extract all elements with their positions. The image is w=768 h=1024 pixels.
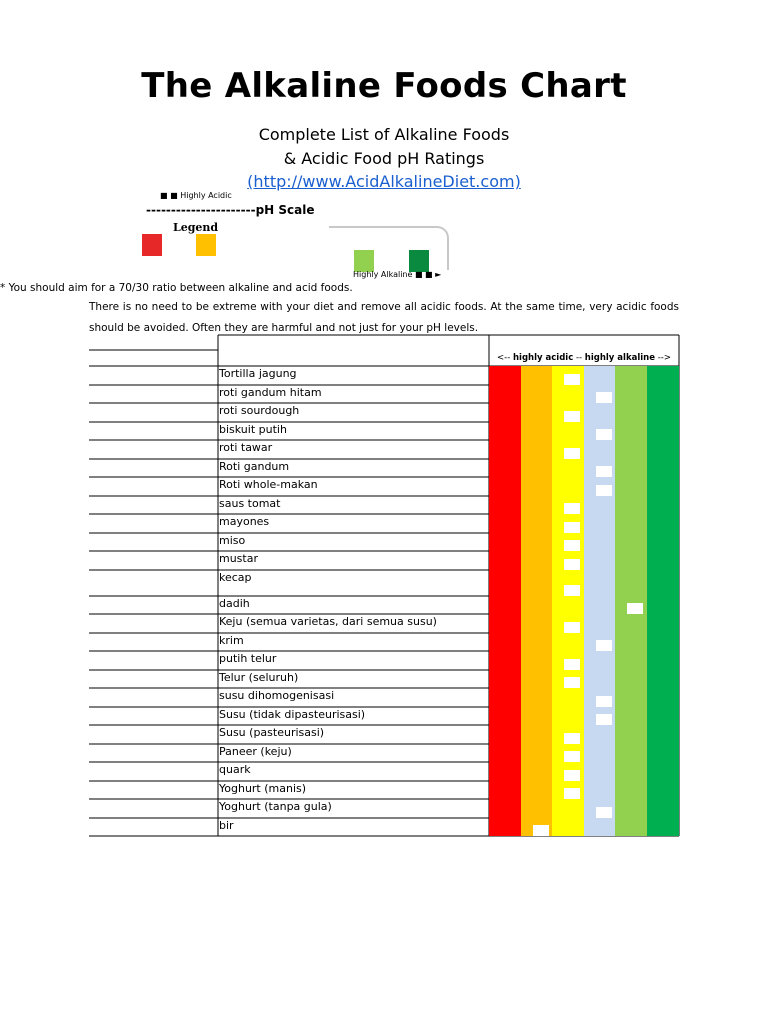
scale-cell bbox=[552, 459, 584, 477]
scale-cell bbox=[615, 477, 647, 496]
scale-cell bbox=[584, 818, 616, 836]
rating-marker bbox=[564, 585, 580, 596]
ph-scale-arc bbox=[329, 226, 449, 270]
scale-header-alkaline: highly alkaline bbox=[584, 353, 655, 363]
scale-cell bbox=[584, 596, 616, 614]
rating-marker bbox=[596, 485, 612, 496]
rating-marker bbox=[564, 659, 580, 670]
scale-cell bbox=[552, 477, 584, 496]
scale-cell bbox=[647, 385, 679, 403]
food-name: Tortilla jagung bbox=[219, 367, 297, 380]
scale-cell bbox=[489, 614, 521, 633]
scale-cell bbox=[521, 614, 553, 633]
scale-cell bbox=[615, 670, 647, 688]
scale-cell bbox=[615, 762, 647, 781]
scale-cell bbox=[647, 670, 679, 688]
scale-cell bbox=[489, 570, 521, 596]
page-title: The Alkaline Foods Chart bbox=[141, 66, 627, 106]
scale-cell bbox=[615, 496, 647, 514]
food-name: roti gandum hitam bbox=[219, 386, 322, 399]
scale-cell bbox=[552, 633, 584, 651]
scale-cell bbox=[647, 651, 679, 670]
rating-marker bbox=[564, 677, 580, 688]
scale-cell bbox=[615, 366, 647, 385]
scale-cell bbox=[647, 459, 679, 477]
scale-cell bbox=[615, 651, 647, 670]
scale-cell bbox=[615, 422, 647, 440]
scale-cell bbox=[615, 385, 647, 403]
scale-cell bbox=[647, 633, 679, 651]
scale-cell bbox=[521, 403, 553, 422]
subtitle-line2: & Acidic Food pH Ratings bbox=[283, 149, 485, 168]
scale-cell bbox=[489, 818, 521, 836]
food-name: biskuit putih bbox=[219, 423, 287, 436]
scale-cell bbox=[647, 762, 679, 781]
food-name: miso bbox=[219, 534, 246, 547]
food-name: Keju (semua varietas, dari semua susu) bbox=[219, 615, 437, 628]
food-name: Yoghurt (tanpa gula) bbox=[219, 800, 332, 813]
food-name: Susu (pasteurisasi) bbox=[219, 726, 325, 739]
scale-cell bbox=[615, 551, 647, 570]
scale-cell bbox=[615, 614, 647, 633]
scale-cell bbox=[584, 781, 616, 799]
rating-marker bbox=[564, 751, 580, 762]
scale-header-right: --> bbox=[655, 353, 671, 363]
scale-cell bbox=[584, 762, 616, 781]
scale-cell bbox=[615, 781, 647, 799]
scale-cell bbox=[489, 551, 521, 570]
scale-cell bbox=[489, 651, 521, 670]
scale-cell bbox=[647, 551, 679, 570]
scale-cell bbox=[647, 422, 679, 440]
scale-cell bbox=[489, 744, 521, 762]
rating-marker bbox=[596, 392, 612, 403]
food-name: susu dihomogenisasi bbox=[219, 689, 335, 702]
food-name: putih telur bbox=[219, 652, 277, 665]
legend-title: Legend bbox=[173, 221, 219, 234]
scale-cell bbox=[489, 670, 521, 688]
scale-cell bbox=[615, 633, 647, 651]
scale-cell bbox=[521, 707, 553, 725]
food-name: kecap bbox=[219, 571, 252, 584]
scale-cell bbox=[615, 514, 647, 533]
scale-cell bbox=[552, 818, 584, 836]
scale-cell bbox=[584, 551, 616, 570]
scale-cell bbox=[521, 651, 553, 670]
scale-cell bbox=[489, 477, 521, 496]
food-name: Paneer (keju) bbox=[219, 745, 292, 758]
scale-cell bbox=[489, 366, 521, 385]
scale-cell bbox=[615, 459, 647, 477]
scale-cell bbox=[615, 799, 647, 818]
scale-cell bbox=[489, 596, 521, 614]
rating-marker bbox=[564, 374, 580, 385]
scale-cell bbox=[615, 570, 647, 596]
scale-cell bbox=[521, 459, 553, 477]
rating-marker bbox=[596, 807, 612, 818]
scale-cell bbox=[489, 725, 521, 744]
ph-scale-label: ----------------------pH Scale bbox=[146, 203, 315, 217]
scale-cell bbox=[647, 440, 679, 459]
scale-cell bbox=[489, 688, 521, 707]
scale-cell bbox=[584, 366, 616, 385]
scale-cell bbox=[552, 422, 584, 440]
scale-cell bbox=[489, 459, 521, 477]
scale-cell bbox=[647, 570, 679, 596]
rating-marker bbox=[564, 411, 580, 422]
scale-cell bbox=[489, 496, 521, 514]
scale-cell bbox=[615, 707, 647, 725]
scale-cell bbox=[552, 688, 584, 707]
highly-acidic-label: ■ ■ Highly Acidic bbox=[160, 191, 232, 200]
ratio-note: * You should aim for a 70/30 ratio between alkaline and acid foods. bbox=[0, 282, 353, 294]
scale-cell bbox=[647, 533, 679, 551]
scale-cell bbox=[584, 670, 616, 688]
scale-cell bbox=[584, 403, 616, 422]
scale-cell bbox=[489, 533, 521, 551]
rating-marker bbox=[564, 770, 580, 781]
scale-cell bbox=[489, 799, 521, 818]
scale-cell bbox=[615, 440, 647, 459]
scale-cell bbox=[521, 744, 553, 762]
scale-cell bbox=[489, 707, 521, 725]
food-name: saus tomat bbox=[219, 497, 281, 510]
scale-cell bbox=[647, 781, 679, 799]
scale-cell bbox=[552, 707, 584, 725]
scale-cell bbox=[489, 440, 521, 459]
food-name: mayones bbox=[219, 515, 270, 528]
scale-cell bbox=[521, 385, 553, 403]
scale-cell bbox=[521, 725, 553, 744]
scale-cell bbox=[584, 725, 616, 744]
scale-cell bbox=[521, 596, 553, 614]
scale-cell bbox=[489, 422, 521, 440]
scale-cell bbox=[584, 744, 616, 762]
rating-marker bbox=[564, 559, 580, 570]
food-name: Roti gandum bbox=[219, 460, 290, 473]
scale-cell bbox=[521, 551, 553, 570]
scale-cell bbox=[647, 688, 679, 707]
scale-cell bbox=[489, 762, 521, 781]
scale-cell bbox=[647, 725, 679, 744]
food-name: bir bbox=[219, 819, 234, 832]
rating-marker bbox=[564, 622, 580, 633]
scale-cell bbox=[647, 818, 679, 836]
scale-cell bbox=[521, 496, 553, 514]
food-name: quark bbox=[219, 763, 251, 776]
scale-cell bbox=[521, 422, 553, 440]
scale-cell bbox=[521, 688, 553, 707]
scale-cell bbox=[584, 614, 616, 633]
scale-cell bbox=[647, 614, 679, 633]
scale-cell bbox=[489, 403, 521, 422]
scale-cell bbox=[521, 670, 553, 688]
food-name: Yoghurt (manis) bbox=[219, 782, 307, 795]
food-name: Telur (seluruh) bbox=[219, 671, 299, 684]
legend-swatch-orange bbox=[196, 234, 216, 256]
scale-header-acidic: highly acidic bbox=[513, 353, 574, 363]
scale-cell bbox=[521, 633, 553, 651]
scale-cell bbox=[489, 514, 521, 533]
rating-marker bbox=[564, 733, 580, 744]
scale-header bbox=[489, 353, 679, 363]
scale-cell bbox=[615, 818, 647, 836]
scale-cell bbox=[647, 596, 679, 614]
scale-cell bbox=[552, 596, 584, 614]
rating-marker bbox=[533, 825, 549, 836]
scale-cell bbox=[647, 477, 679, 496]
scale-header-left: <-- bbox=[497, 353, 513, 363]
scale-cell bbox=[521, 533, 553, 551]
highly-alkaline-label: Highly Alkaline ■ ■ ► bbox=[353, 270, 442, 279]
food-name: dadih bbox=[219, 597, 250, 610]
scale-cell bbox=[584, 440, 616, 459]
scale-cell bbox=[584, 651, 616, 670]
scale-cell bbox=[584, 533, 616, 551]
scale-cell bbox=[521, 799, 553, 818]
scale-cell bbox=[615, 744, 647, 762]
scale-cell bbox=[521, 440, 553, 459]
rating-marker bbox=[596, 466, 612, 477]
scale-cell bbox=[647, 403, 679, 422]
rating-marker bbox=[564, 503, 580, 514]
scale-cell bbox=[647, 744, 679, 762]
scale-cell bbox=[521, 570, 553, 596]
food-name: roti tawar bbox=[219, 441, 273, 454]
food-name: krim bbox=[219, 634, 244, 647]
legend-swatch-red bbox=[142, 234, 162, 256]
scale-cell bbox=[552, 385, 584, 403]
scale-cell bbox=[647, 799, 679, 818]
food-name: mustar bbox=[219, 552, 258, 565]
scale-cell bbox=[521, 514, 553, 533]
rating-marker bbox=[596, 714, 612, 725]
subtitle-line1: Complete List of Alkaline Foods bbox=[258, 125, 510, 144]
intro-paragraph: There is no need to be extreme with your diet and remove all acidic foods. At the same time, very acidic foods should be avoided. Often they are harmful and not just for your pH levels. bbox=[89, 301, 679, 334]
scale-cell bbox=[584, 570, 616, 596]
scale-cell bbox=[584, 496, 616, 514]
rating-marker bbox=[564, 788, 580, 799]
scale-cell bbox=[521, 762, 553, 781]
scale-cell bbox=[521, 366, 553, 385]
scale-cell bbox=[615, 725, 647, 744]
scale-cell bbox=[552, 799, 584, 818]
source-link[interactable]: (http://www.AcidAlkalineDiet.com) bbox=[247, 172, 521, 191]
food-name: roti sourdough bbox=[219, 404, 300, 417]
rating-marker bbox=[596, 696, 612, 707]
rating-marker bbox=[564, 448, 580, 459]
scale-cell bbox=[647, 496, 679, 514]
food-name: Roti whole-makan bbox=[219, 478, 318, 491]
scale-cell bbox=[521, 477, 553, 496]
rating-marker bbox=[627, 603, 643, 614]
scale-cell bbox=[615, 533, 647, 551]
scale-cell bbox=[489, 781, 521, 799]
scale-cell bbox=[647, 514, 679, 533]
scale-cell bbox=[584, 514, 616, 533]
scale-cell bbox=[647, 366, 679, 385]
scale-cell bbox=[615, 403, 647, 422]
rating-marker bbox=[596, 640, 612, 651]
rating-marker bbox=[564, 540, 580, 551]
rating-marker bbox=[596, 429, 612, 440]
scale-cell bbox=[647, 707, 679, 725]
food-name: Susu (tidak dipasteurisasi) bbox=[219, 708, 366, 721]
scale-cell bbox=[489, 633, 521, 651]
scale-cell bbox=[521, 781, 553, 799]
scale-header-mid: -- bbox=[573, 353, 585, 363]
scale-cell bbox=[489, 385, 521, 403]
scale-cell bbox=[615, 688, 647, 707]
rating-marker bbox=[564, 522, 580, 533]
